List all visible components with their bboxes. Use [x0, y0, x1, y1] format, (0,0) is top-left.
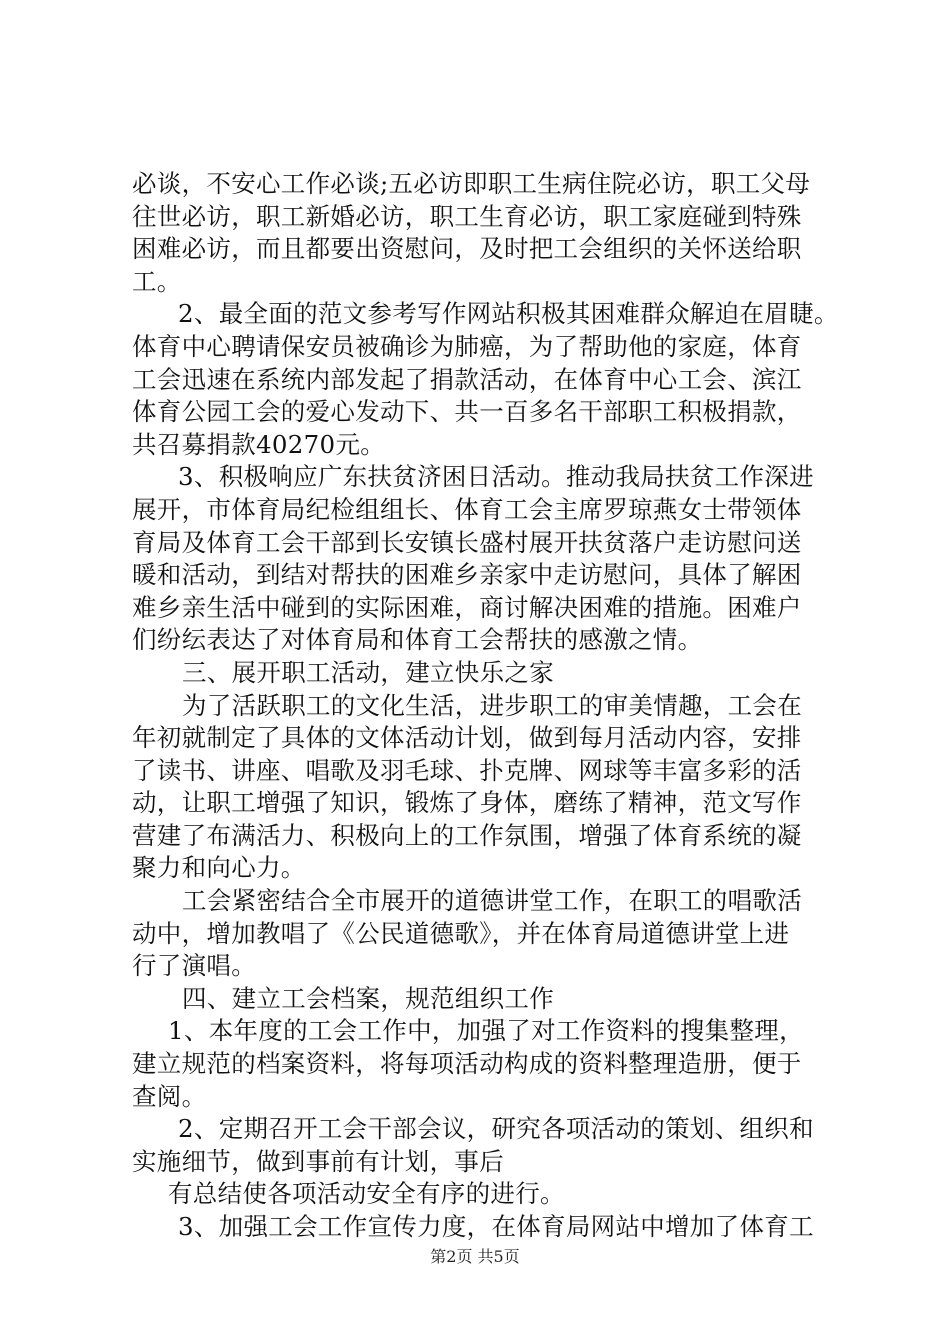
text-line: 查阅。	[132, 1081, 207, 1111]
paragraph-start: 2、最全面的范文参考写作网站积极其困难群众解迫在眉睫。	[178, 299, 839, 329]
paragraph-start: 为了活跃职工的文化生活，进步职工的审美情趣，工会在	[182, 690, 802, 720]
text-line: 们纷纭表达了对体育局和体育工会帮扶的感激之情。	[132, 625, 703, 655]
text-line: 体育公园工会的爱心发动下、共一百多名干部职工积极捐款，	[132, 397, 802, 427]
section-heading: 三、展开职工活动，建立快乐之家	[182, 657, 554, 687]
text-line: 了读书、讲座、唱歌及羽毛球、扑克牌、网球等丰富多彩的活	[132, 755, 802, 785]
text-line: 营建了布满活力、积极向上的工作氛围，增强了体育系统的凝	[132, 820, 802, 850]
text-line: 难乡亲生活中碰到的实际困难，商讨解决困难的措施。困难户	[132, 592, 802, 622]
section-heading: 四、建立工会档案，规范组织工作	[182, 983, 554, 1013]
text-line: 工。	[132, 266, 182, 296]
document-body	[132, 168, 844, 1244]
paragraph-start: 工会紧密结合全市展开的道德讲堂工作，在职工的唱歌活	[182, 886, 802, 916]
text-line: 困难必访，而且都要出资慰问，及时把工会组织的关怀送给职	[132, 234, 802, 264]
page-number-footer: 第2页 共5页	[430, 1247, 520, 1266]
paragraph-start: 3、积极响应广东扶贫济困日活动。推动我局扶贫工作深进	[178, 462, 814, 492]
text-line: 聚力和向心力。	[132, 853, 306, 883]
text-line: 必谈，不安心工作必谈;五必访即职工生病住院必访，职工父母	[132, 169, 811, 198]
text-line: 工会迅速在系统内部发起了捐款活动，在体育中心工会、滨江	[132, 364, 802, 394]
text-line: 实施细节，做到事前有计划，事后	[132, 1146, 504, 1176]
text-line: 建立规范的档案资料，将每项活动构成的资料整理造册，便于	[132, 1049, 802, 1079]
text-line: 动，让职工增强了知识，锻炼了身体，磨练了精神，范文写作	[132, 788, 802, 818]
text-line: 年初就制定了具体的文体活动计划，做到每月活动内容，安排	[132, 723, 802, 753]
text-line: 育局及体育工会干部到长安镇长盛村展开扶贫落户走访慰问送	[132, 527, 802, 557]
paragraph-start: 2、定期召开工会干部会议，研究各项活动的策划、组织和	[178, 1114, 814, 1144]
text-line: 体育中心聘请保安员被确诊为肺癌，为了帮助他的家庭，体育	[132, 331, 802, 361]
text-line: 行了演唱。	[132, 951, 256, 981]
paragraph-start: 1、本年度的工会工作中，加强了对工作资料的搜集整理，	[168, 1016, 804, 1046]
text-line: 共召募捐款40270元。	[132, 429, 386, 459]
text-line: 有总结使各项活动安全有序的进行。	[168, 1179, 565, 1209]
text-line: 暖和活动，到结对帮扶的困难乡亲家中走访慰问，具体了解困	[132, 560, 802, 590]
paragraph-start: 3、加强工会工作宣传力度，在体育局网站中增加了体育工	[178, 1212, 814, 1241]
text-line: 往世必访，职工新婚必访，职工生育必访，职工家庭碰到特殊	[132, 201, 802, 231]
text-line: 展开，市体育局纪检组组长、体育工会主席罗琼燕女士带领体	[132, 494, 802, 524]
text-line: 动中，增加教唱了《公民道德歌》，并在体育局道德讲堂上进	[132, 918, 790, 948]
